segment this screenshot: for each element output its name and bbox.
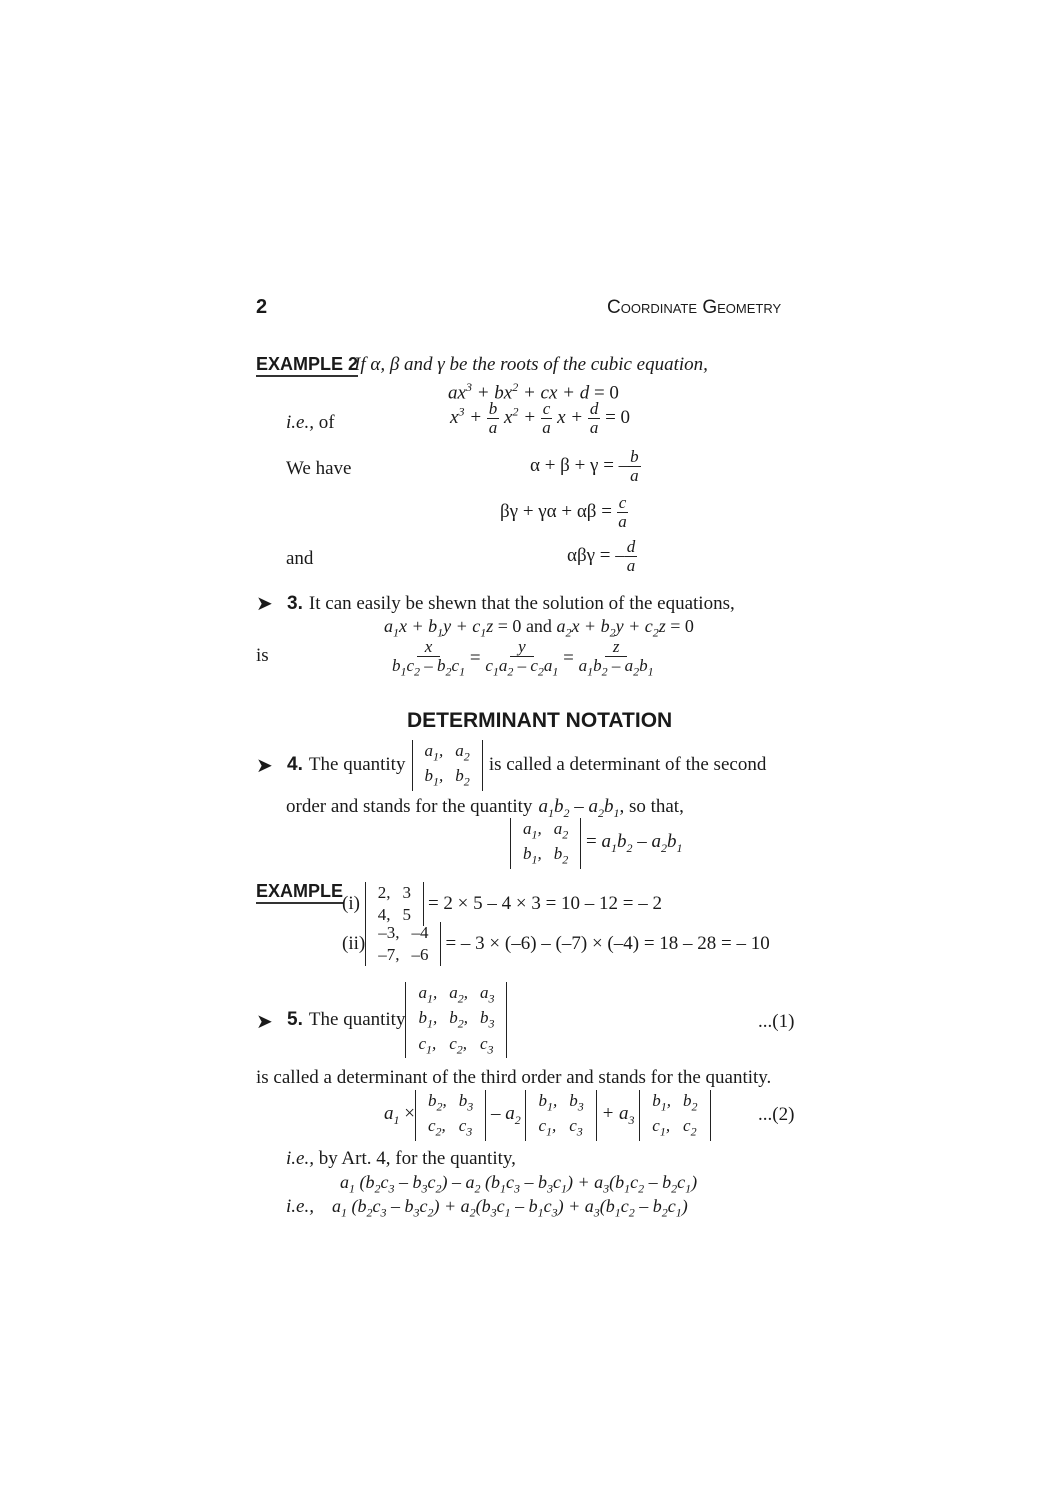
ie-label-2: i.e., — [286, 1196, 314, 1217]
section-title: DETERMINANT NOTATION — [407, 709, 673, 732]
example-part2: (ii) –3, –4 –7, –6 = – 3 × (–6) – (–7) × (–4) = 18 – 28 = – 10 — [342, 923, 770, 964]
page-number: 2 — [256, 296, 268, 318]
product-of-roots: αβγ = – $\frac{d}{a}$ — [567, 537, 636, 575]
sum-of-products: βγ + γα + αβ = $\frac{c}{a}$ — [500, 493, 627, 531]
equation-ref-2: ...(2) — [758, 1104, 795, 1125]
bullet-arrow-icon: ➤ — [256, 591, 273, 615]
expansion-line2: $a_1$ $(b_2c_3 - b_3c_2) + a_2(b_3c_1 - b_1c_3) + a_3(b_1c_2 - b_2c_1)$ — [332, 1196, 688, 1220]
bullet-arrow-icon: ➤ — [256, 753, 273, 777]
and-label: and — [286, 548, 314, 569]
art4-identity: $a_1$, $a_2$ $b_1$, $b_2$ = $a_1b_2 - a_2b_1$ — [510, 818, 682, 869]
example-part1: (i) 2, 3 4, 5 = 2 × 5 – 4 × 3 = 10 – 12 = – 2 — [342, 883, 663, 924]
normalized-cubic: $x^3$ + $\frac{b}{a}$ $x^2$ + $\frac{c}{a}$ x + $\frac{d}{a}$ = 0 — [450, 399, 631, 437]
bullet-arrow-icon: ➤ — [256, 1009, 273, 1033]
expansion-minors: $a_1$ × $b_2$, $b_3$ $c_2$, $c_3$ – $a_2$ $b_1$, $b_3$ $c_1$, $c_3$ + $a_3$ $b_1$, $b_2$ $c_1$, $c_2$ — [384, 1090, 711, 1141]
example2-label: EXAMPLE 2 — [256, 354, 358, 375]
example2-statement: If α, β and γ be the roots of the cubic equation, — [354, 354, 708, 375]
cubic-equation: $ax^3 + bx^2$ + cx + d = 0 — [448, 380, 619, 404]
we-have-label: We have — [286, 458, 352, 479]
art3-text: 3. It can easily be shewn that the solution of the equations, — [287, 593, 735, 614]
determinant-2x2: $a_1$, $a_2$ $b_1$, $b_2$ — [412, 740, 483, 791]
art3-solution: $\frac{x}{b_1c_2 - b_2c_1}$ = $\frac{y}{c_1a_2 - c_2a_1}$ = $\frac{z}{a_1b_2 - a_2b_1}$ — [392, 637, 654, 679]
expansion-line1: $a_1$ $(b_2c_3 - b_3c_2) - a_2$ $(b_1c_3 - b_3c_1) + a_3(b_1c_2 - b_2c_1)$ — [340, 1172, 698, 1196]
running-title: Coordinate Geometry — [607, 297, 782, 318]
ie-of-label: i.e., of — [286, 412, 335, 433]
art3-equations: $a_1x + b_1y + c_1z = 0$ and $a_2x + b_2y + c_2z = 0$ — [384, 616, 694, 640]
art5-continuation: is called a determinant of the third order and stands for the quantity. — [256, 1067, 772, 1088]
sum-of-roots: α + β + γ = – $\frac{b}{a}$ — [530, 447, 639, 485]
equation-ref-1: ...(1) — [758, 1011, 795, 1032]
art4-continuation: order and stands for the quantity $a_1b_2 - a_2b_1$, so that, — [286, 796, 684, 820]
example-label: EXAMPLE — [256, 881, 343, 902]
by-art-text: i.e., by Art. 4, for the quantity, — [286, 1148, 516, 1169]
art4-line: 4. The quantity $a_1$, $a_2$ $b_1$, $b_2$ is called a determinant of the second — [287, 741, 767, 789]
art5-line: 5. The quantity $a_1$, $a_2$, $a_3$ $b_1$, $b_2$, $b_3$ $c_1$, $c_2$, $c_3$ — [287, 982, 507, 1058]
is-label: is — [256, 645, 269, 666]
